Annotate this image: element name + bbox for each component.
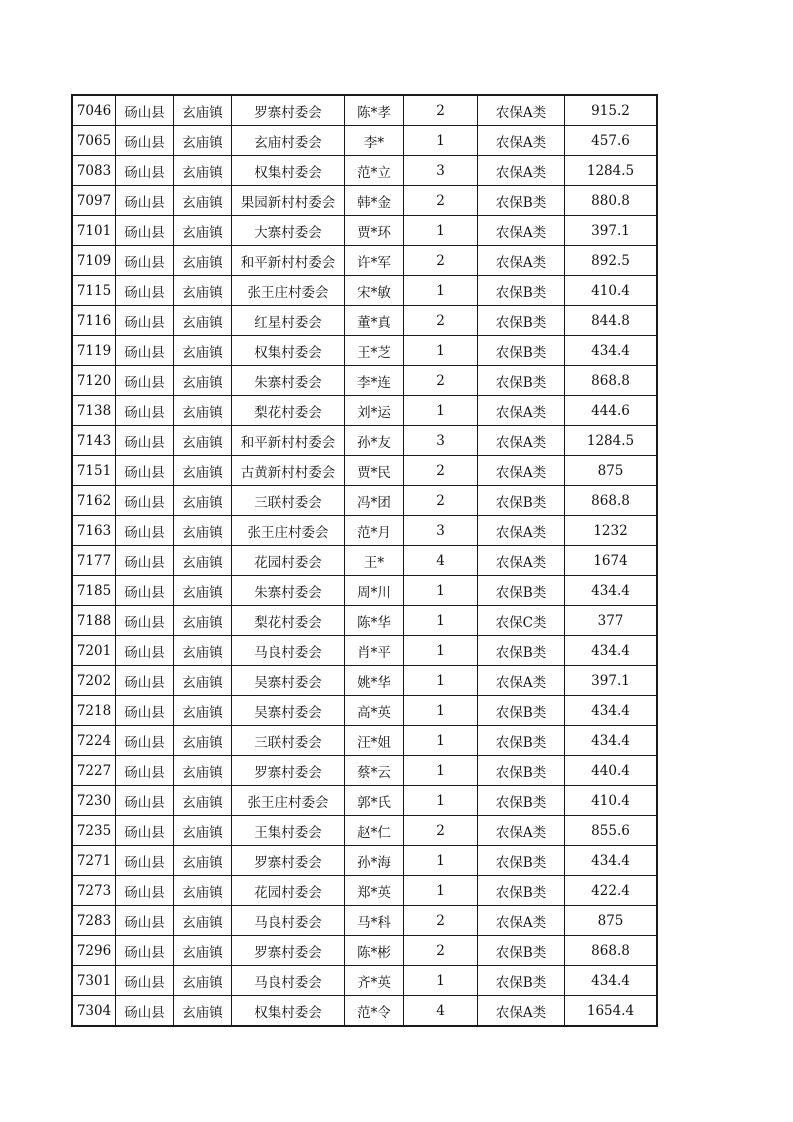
category-cell: 农保A类: [478, 906, 565, 936]
name-cell: 马*科: [345, 906, 404, 936]
amount-cell: 875: [565, 456, 658, 486]
county-cell: 砀山县: [116, 756, 174, 786]
county-cell: 砀山县: [116, 516, 174, 546]
county-cell: 砀山县: [116, 996, 174, 1027]
amount-cell: 434.4: [565, 696, 658, 726]
county-cell: 砀山县: [116, 216, 174, 246]
name-cell: 范*令: [345, 996, 404, 1027]
household-count-cell: 1: [404, 396, 478, 426]
serial-number-cell: 7138: [72, 396, 116, 426]
category-cell: 农保A类: [478, 816, 565, 846]
table-row: [72, 486, 657, 516]
household-count-cell: 1: [404, 636, 478, 666]
village-committee-cell: 果园新村村委会: [232, 186, 345, 216]
county-cell: 砀山县: [116, 366, 174, 396]
county-cell: 砀山县: [116, 336, 174, 366]
name-cell: 汪*姐: [345, 726, 404, 756]
table-row: [72, 786, 657, 816]
village-committee-cell: 和平新村村委会: [232, 426, 345, 456]
serial-number-cell: 7163: [72, 516, 116, 546]
name-cell: 韩*金: [345, 186, 404, 216]
town-cell: 玄庙镇: [174, 666, 232, 696]
amount-cell: 397.1: [565, 666, 658, 696]
category-cell: 农保A类: [478, 456, 565, 486]
household-count-cell: 2: [404, 366, 478, 396]
town-cell: 玄庙镇: [174, 726, 232, 756]
category-cell: 农保B类: [478, 366, 565, 396]
household-count-cell: 2: [404, 95, 478, 126]
county-cell: 砀山县: [116, 936, 174, 966]
village-committee-cell: 张王庄村委会: [232, 276, 345, 306]
amount-cell: 457.6: [565, 126, 658, 156]
name-cell: 陈*华: [345, 606, 404, 636]
table-row: [72, 636, 657, 666]
amount-cell: 434.4: [565, 966, 658, 996]
amount-cell: 434.4: [565, 576, 658, 606]
county-cell: 砀山县: [116, 156, 174, 186]
household-count-cell: 2: [404, 936, 478, 966]
village-committee-cell: 罗寨村委会: [232, 95, 345, 126]
amount-cell: 868.8: [565, 936, 658, 966]
serial-number-cell: 7101: [72, 216, 116, 246]
table-row: [72, 996, 657, 1027]
amount-cell: 444.6: [565, 396, 658, 426]
village-committee-cell: 权集村委会: [232, 336, 345, 366]
town-cell: 玄庙镇: [174, 396, 232, 426]
household-count-cell: 1: [404, 216, 478, 246]
amount-cell: 440.4: [565, 756, 658, 786]
town-cell: 玄庙镇: [174, 246, 232, 276]
county-cell: 砀山县: [116, 846, 174, 876]
serial-number-cell: 7116: [72, 306, 116, 336]
town-cell: 玄庙镇: [174, 936, 232, 966]
amount-cell: 434.4: [565, 336, 658, 366]
town-cell: 玄庙镇: [174, 816, 232, 846]
household-count-cell: 1: [404, 966, 478, 996]
town-cell: 玄庙镇: [174, 426, 232, 456]
serial-number-cell: 7201: [72, 636, 116, 666]
town-cell: 玄庙镇: [174, 126, 232, 156]
table-row: [72, 936, 657, 966]
serial-number-cell: 7301: [72, 966, 116, 996]
table-row: [72, 396, 657, 426]
category-cell: 农保A类: [478, 156, 565, 186]
name-cell: 范*立: [345, 156, 404, 186]
amount-cell: 422.4: [565, 876, 658, 906]
household-count-cell: 2: [404, 816, 478, 846]
county-cell: 砀山县: [116, 396, 174, 426]
name-cell: 宋*敏: [345, 276, 404, 306]
table-row: [72, 966, 657, 996]
name-cell: 齐*英: [345, 966, 404, 996]
town-cell: 玄庙镇: [174, 906, 232, 936]
name-cell: 肖*平: [345, 636, 404, 666]
village-committee-cell: 古黄新村村委会: [232, 456, 345, 486]
table-row: [72, 126, 657, 156]
table-row: [72, 726, 657, 756]
town-cell: 玄庙镇: [174, 306, 232, 336]
village-committee-cell: 吴寨村委会: [232, 666, 345, 696]
village-committee-cell: 和平新村村委会: [232, 246, 345, 276]
village-committee-cell: 张王庄村委会: [232, 786, 345, 816]
amount-cell: 868.8: [565, 366, 658, 396]
table-row: [72, 426, 657, 456]
town-cell: 玄庙镇: [174, 636, 232, 666]
serial-number-cell: 7224: [72, 726, 116, 756]
amount-cell: 434.4: [565, 726, 658, 756]
amount-cell: 410.4: [565, 786, 658, 816]
name-cell: 郑*英: [345, 876, 404, 906]
town-cell: 玄庙镇: [174, 756, 232, 786]
amount-cell: 410.4: [565, 276, 658, 306]
town-cell: 玄庙镇: [174, 516, 232, 546]
village-committee-cell: 张王庄村委会: [232, 516, 345, 546]
household-count-cell: 1: [404, 726, 478, 756]
category-cell: 农保B类: [478, 786, 565, 816]
town-cell: 玄庙镇: [174, 606, 232, 636]
village-committee-cell: 大寨村委会: [232, 216, 345, 246]
household-count-cell: 1: [404, 696, 478, 726]
serial-number-cell: 7271: [72, 846, 116, 876]
table-row: [72, 456, 657, 486]
amount-cell: 880.8: [565, 186, 658, 216]
household-count-cell: 3: [404, 426, 478, 456]
household-count-cell: 2: [404, 246, 478, 276]
table-row: [72, 906, 657, 936]
town-cell: 玄庙镇: [174, 186, 232, 216]
household-count-cell: 1: [404, 276, 478, 306]
category-cell: 农保B类: [478, 306, 565, 336]
county-cell: 砀山县: [116, 966, 174, 996]
table-row: [72, 816, 657, 846]
town-cell: 玄庙镇: [174, 966, 232, 996]
serial-number-cell: 7296: [72, 936, 116, 966]
county-cell: 砀山县: [116, 246, 174, 276]
town-cell: 玄庙镇: [174, 366, 232, 396]
village-committee-cell: 玄庙村委会: [232, 126, 345, 156]
table-row: [72, 216, 657, 246]
table-row: [72, 246, 657, 276]
village-committee-cell: 朱寨村委会: [232, 576, 345, 606]
name-cell: 蔡*云: [345, 756, 404, 786]
name-cell: 范*月: [345, 516, 404, 546]
category-cell: 农保B类: [478, 186, 565, 216]
name-cell: 孙*海: [345, 846, 404, 876]
serial-number-cell: 7273: [72, 876, 116, 906]
table-row: [72, 516, 657, 546]
village-committee-cell: 罗寨村委会: [232, 936, 345, 966]
town-cell: 玄庙镇: [174, 876, 232, 906]
village-committee-cell: 梨花村委会: [232, 396, 345, 426]
amount-cell: 875: [565, 906, 658, 936]
village-committee-cell: 三联村委会: [232, 726, 345, 756]
table-row: [72, 366, 657, 396]
name-cell: 王*: [345, 546, 404, 576]
name-cell: 冯*团: [345, 486, 404, 516]
name-cell: 贾*环: [345, 216, 404, 246]
category-cell: 农保B类: [478, 636, 565, 666]
serial-number-cell: 7151: [72, 456, 116, 486]
town-cell: 玄庙镇: [174, 996, 232, 1027]
amount-cell: 434.4: [565, 846, 658, 876]
table-row: [72, 546, 657, 576]
amount-cell: 844.8: [565, 306, 658, 336]
amount-cell: 377: [565, 606, 658, 636]
name-cell: 贾*民: [345, 456, 404, 486]
village-committee-cell: 马良村委会: [232, 966, 345, 996]
name-cell: 刘*运: [345, 396, 404, 426]
serial-number-cell: 7083: [72, 156, 116, 186]
serial-number-cell: 7065: [72, 126, 116, 156]
town-cell: 玄庙镇: [174, 156, 232, 186]
name-cell: 陈*孝: [345, 95, 404, 126]
table-row: [72, 306, 657, 336]
serial-number-cell: 7188: [72, 606, 116, 636]
serial-number-cell: 7218: [72, 696, 116, 726]
serial-number-cell: 7120: [72, 366, 116, 396]
household-count-cell: 1: [404, 846, 478, 876]
town-cell: 玄庙镇: [174, 216, 232, 246]
county-cell: 砀山县: [116, 696, 174, 726]
table-row: [72, 666, 657, 696]
table-body: [72, 95, 657, 1026]
category-cell: 农保B类: [478, 336, 565, 366]
category-cell: 农保A类: [478, 246, 565, 276]
town-cell: 玄庙镇: [174, 696, 232, 726]
county-cell: 砀山县: [116, 816, 174, 846]
serial-number-cell: 7046: [72, 95, 116, 126]
table-row: [72, 156, 657, 186]
category-cell: 农保C类: [478, 606, 565, 636]
household-count-cell: 2: [404, 486, 478, 516]
serial-number-cell: 7162: [72, 486, 116, 516]
serial-number-cell: 7097: [72, 186, 116, 216]
village-committee-cell: 马良村委会: [232, 636, 345, 666]
town-cell: 玄庙镇: [174, 576, 232, 606]
name-cell: 周*川: [345, 576, 404, 606]
serial-number-cell: 7283: [72, 906, 116, 936]
county-cell: 砀山县: [116, 666, 174, 696]
household-count-cell: 1: [404, 786, 478, 816]
amount-cell: 434.4: [565, 636, 658, 666]
village-committee-cell: 三联村委会: [232, 486, 345, 516]
household-count-cell: 1: [404, 336, 478, 366]
table-row: [72, 336, 657, 366]
serial-number-cell: 7177: [72, 546, 116, 576]
county-cell: 砀山县: [116, 636, 174, 666]
household-count-cell: 2: [404, 306, 478, 336]
county-cell: 砀山县: [116, 906, 174, 936]
category-cell: 农保B类: [478, 936, 565, 966]
county-cell: 砀山县: [116, 186, 174, 216]
serial-number-cell: 7230: [72, 786, 116, 816]
village-committee-cell: 罗寨村委会: [232, 756, 345, 786]
name-cell: 董*真: [345, 306, 404, 336]
town-cell: 玄庙镇: [174, 456, 232, 486]
village-committee-cell: 花园村委会: [232, 546, 345, 576]
household-count-cell: 1: [404, 606, 478, 636]
table-row: [72, 846, 657, 876]
county-cell: 砀山县: [116, 276, 174, 306]
category-cell: 农保A类: [478, 666, 565, 696]
county-cell: 砀山县: [116, 486, 174, 516]
village-committee-cell: 梨花村委会: [232, 606, 345, 636]
name-cell: 郭*氏: [345, 786, 404, 816]
table-row: [72, 576, 657, 606]
household-count-cell: 1: [404, 876, 478, 906]
category-cell: 农保A类: [478, 95, 565, 126]
table-row: [72, 606, 657, 636]
name-cell: 李*连: [345, 366, 404, 396]
serial-number-cell: 7109: [72, 246, 116, 276]
household-count-cell: 1: [404, 756, 478, 786]
household-count-cell: 1: [404, 126, 478, 156]
name-cell: 许*军: [345, 246, 404, 276]
serial-number-cell: 7119: [72, 336, 116, 366]
serial-number-cell: 7202: [72, 666, 116, 696]
village-committee-cell: 权集村委会: [232, 156, 345, 186]
category-cell: 农保A类: [478, 396, 565, 426]
village-committee-cell: 罗寨村委会: [232, 846, 345, 876]
household-count-cell: 2: [404, 186, 478, 216]
town-cell: 玄庙镇: [174, 336, 232, 366]
category-cell: 农保A类: [478, 426, 565, 456]
serial-number-cell: 7227: [72, 756, 116, 786]
category-cell: 农保B类: [478, 696, 565, 726]
amount-cell: 892.5: [565, 246, 658, 276]
county-cell: 砀山县: [116, 306, 174, 336]
county-cell: 砀山县: [116, 426, 174, 456]
serial-number-cell: 7235: [72, 816, 116, 846]
town-cell: 玄庙镇: [174, 546, 232, 576]
amount-cell: 855.6: [565, 816, 658, 846]
table-row: [72, 276, 657, 306]
name-cell: 李*: [345, 126, 404, 156]
serial-number-cell: 7185: [72, 576, 116, 606]
village-committee-cell: 红星村委会: [232, 306, 345, 336]
category-cell: 农保B类: [478, 876, 565, 906]
village-committee-cell: 马良村委会: [232, 906, 345, 936]
household-count-cell: 1: [404, 666, 478, 696]
amount-cell: 397.1: [565, 216, 658, 246]
category-cell: 农保B类: [478, 966, 565, 996]
county-cell: 砀山县: [116, 876, 174, 906]
category-cell: 农保A类: [478, 126, 565, 156]
category-cell: 农保B类: [478, 846, 565, 876]
category-cell: 农保B类: [478, 486, 565, 516]
table-row: [72, 186, 657, 216]
category-cell: 农保B类: [478, 756, 565, 786]
village-committee-cell: 花园村委会: [232, 876, 345, 906]
category-cell: 农保A类: [478, 216, 565, 246]
category-cell: 农保A类: [478, 516, 565, 546]
table-row: [72, 756, 657, 786]
category-cell: 农保B类: [478, 576, 565, 606]
name-cell: 陈*彬: [345, 936, 404, 966]
amount-cell: 1654.4: [565, 996, 658, 1027]
town-cell: 玄庙镇: [174, 276, 232, 306]
village-committee-cell: 权集村委会: [232, 996, 345, 1027]
relief-roster-table: [71, 94, 658, 1027]
village-committee-cell: 王集村委会: [232, 816, 345, 846]
county-cell: 砀山县: [116, 126, 174, 156]
category-cell: 农保A类: [478, 996, 565, 1027]
amount-cell: 1284.5: [565, 156, 658, 186]
household-count-cell: 3: [404, 516, 478, 546]
household-count-cell: 2: [404, 906, 478, 936]
household-count-cell: 2: [404, 456, 478, 486]
amount-cell: 915.2: [565, 95, 658, 126]
household-count-cell: 1: [404, 576, 478, 606]
county-cell: 砀山县: [116, 786, 174, 816]
name-cell: 赵*仁: [345, 816, 404, 846]
county-cell: 砀山县: [116, 576, 174, 606]
category-cell: 农保B类: [478, 726, 565, 756]
village-committee-cell: 朱寨村委会: [232, 366, 345, 396]
amount-cell: 1284.5: [565, 426, 658, 456]
town-cell: 玄庙镇: [174, 786, 232, 816]
name-cell: 王*芝: [345, 336, 404, 366]
household-count-cell: 3: [404, 156, 478, 186]
amount-cell: 1232: [565, 516, 658, 546]
name-cell: 姚*华: [345, 666, 404, 696]
household-count-cell: 4: [404, 546, 478, 576]
town-cell: 玄庙镇: [174, 846, 232, 876]
table-row: [72, 95, 657, 126]
serial-number-cell: 7115: [72, 276, 116, 306]
name-cell: 孙*友: [345, 426, 404, 456]
category-cell: 农保B类: [478, 276, 565, 306]
table-row: [72, 696, 657, 726]
county-cell: 砀山县: [116, 95, 174, 126]
name-cell: 高*英: [345, 696, 404, 726]
county-cell: 砀山县: [116, 546, 174, 576]
serial-number-cell: 7143: [72, 426, 116, 456]
county-cell: 砀山县: [116, 726, 174, 756]
category-cell: 农保A类: [478, 546, 565, 576]
household-count-cell: 4: [404, 996, 478, 1027]
county-cell: 砀山县: [116, 606, 174, 636]
village-committee-cell: 吴寨村委会: [232, 696, 345, 726]
county-cell: 砀山县: [116, 456, 174, 486]
amount-cell: 1674: [565, 546, 658, 576]
serial-number-cell: 7304: [72, 996, 116, 1027]
town-cell: 玄庙镇: [174, 95, 232, 126]
town-cell: 玄庙镇: [174, 486, 232, 516]
table-row: [72, 876, 657, 906]
amount-cell: 868.8: [565, 486, 658, 516]
